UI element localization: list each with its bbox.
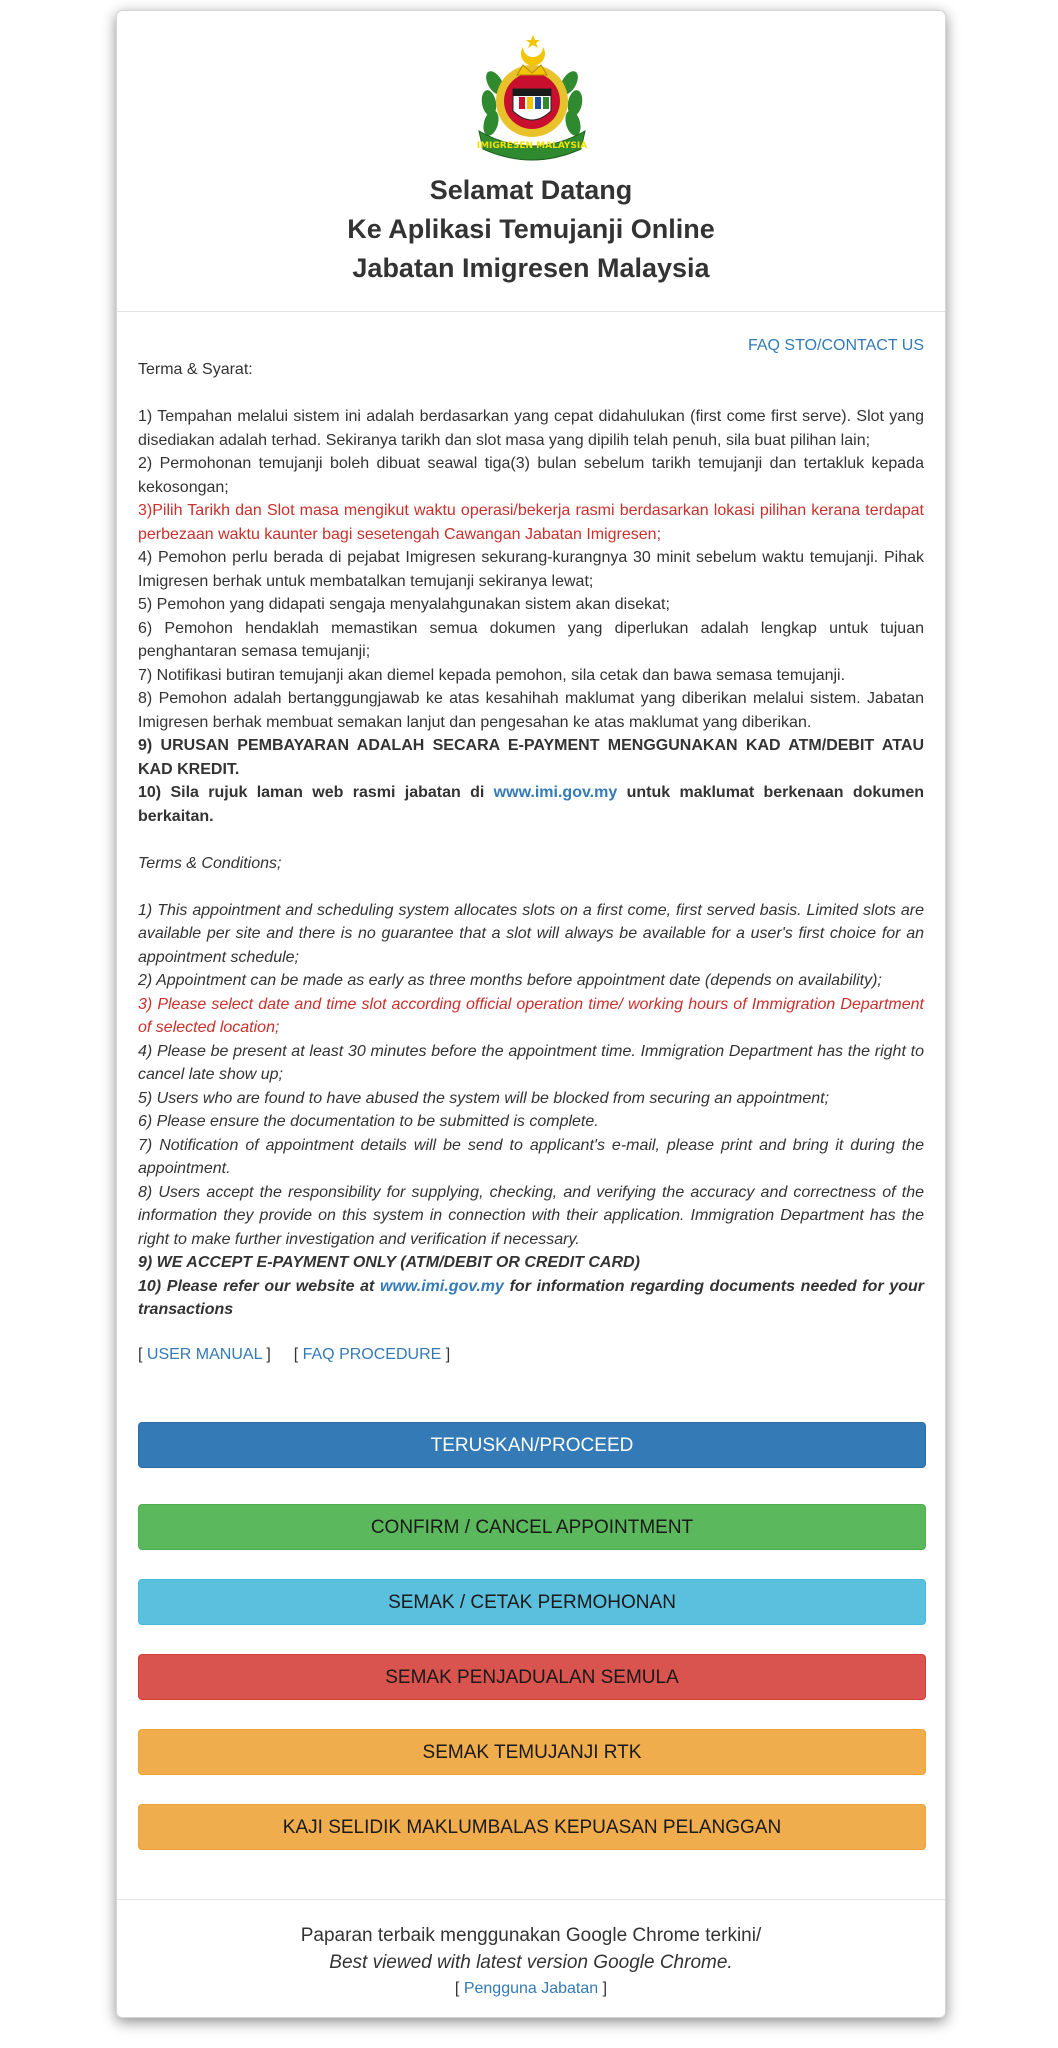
proceed-button[interactable]: TERUSKAN/PROCEED [138, 1422, 926, 1468]
terms-ms-item-5: 5) Pemohon yang didapati sengaja menyalahgunakan sistem akan disekat; [138, 596, 670, 613]
semak-rtk-button-wrap [138, 1729, 926, 1775]
terms-en-item-7: 7) Notification of appointment details will be send to applicant's e-mail, please print and bring it during the appointment. [138, 1136, 924, 1177]
header [117, 11, 945, 312]
terms-en-item-3: 3) Please select date and time slot according official operation time/ working hours of Immigration Department of selected location; [138, 995, 924, 1036]
open-bracket: [ [293, 1345, 299, 1363]
kaji-selidik-button[interactable]: KAJI SELIDIK MAKLUMBALAS KEPUASAN PELANGGAN [138, 1804, 926, 1850]
title-line-3: Jabatan Imigresen Malaysia [352, 253, 710, 283]
terms-ms-item-10-post: untuk maklumat berkenaan dokumen berkaitan. [138, 784, 924, 825]
imi-website-link-ms[interactable]: www.imi.gov.my [493, 784, 618, 801]
close-bracket: ] [602, 1980, 608, 1997]
terms-en-item-10-pre: 10) Please refer our website at [138, 1277, 381, 1295]
terms-en-item-5: 5) Users who are found to have abused the system will be blocked from securing an appointment; [138, 1089, 830, 1107]
semak-cetak-button-wrap [138, 1579, 926, 1625]
semak-penjadualan-button-wrap [138, 1654, 926, 1700]
confirm-cancel-appointment-button[interactable]: CONFIRM / CANCEL APPOINTMENT [138, 1504, 926, 1550]
terms-ms-item-7: 7) Notifikasi butiran temujanji akan diemel kepada pemohon, sila cetak dan bawa semasa temujanji. [138, 666, 846, 684]
pengguna-jabatan-link[interactable]: Pengguna Jabatan [463, 1980, 599, 1997]
footer-line-2: Best viewed with latest version Google Chrome. [329, 1952, 733, 1973]
user-manual-link[interactable]: USER MANUAL [146, 1345, 262, 1363]
pengguna-jabatan-row [117, 1976, 945, 2001]
footer-line-1: Paparan terbaik menggunakan Google Chrome terkini/ [300, 1925, 762, 1946]
footer [117, 1899, 945, 2001]
title-line-1: Selamat Datang [429, 175, 633, 205]
terms-en [138, 852, 924, 1322]
open-bracket: [ [454, 1980, 460, 1997]
terms-en-item-2: 2) Appointment can be made as early as three months before appointment date (depends on availability); [138, 972, 882, 989]
terms-ms-item-10-pre: 10) Sila rujuk laman web rasmi jabatan di [138, 784, 494, 801]
semak-temujanji-rtk-button[interactable]: SEMAK TEMUJANJI RTK [138, 1729, 926, 1775]
terms-en-item-8: 8) Users accept the responsibility for supplying, checking, and verifying the accuracy and correctness of the information they provide on this system in connection with their application. Immigration Department has the right to make further investigation and verification if necessary. [138, 1183, 924, 1248]
terms-ms-item-1: 1) Tempahan melalui sistem ini adalah berdasarkan yang cepat didahulukan (first come first serve). Slot yang disediakan adalah terhad. Sekiranya tarikh dan slot masa yang dipilih telah penuh, sila buat pilihan lain; [138, 408, 924, 449]
manual-links-row [138, 1343, 924, 1367]
terms-ms-heading: Terma & Syarat: [138, 361, 253, 378]
terms-en-item-4: 4) Please be present at least 30 minutes before the appointment time. Immigration Department has the right to cancel late show up; [138, 1042, 924, 1083]
semak-cetak-permohonan-button[interactable]: SEMAK / CETAK PERMOHONAN [138, 1579, 926, 1625]
open-bracket: [ [138, 1345, 143, 1363]
semak-penjadualan-semula-button[interactable]: SEMAK PENJADUALAN SEMULA [138, 1654, 926, 1700]
terms-en-item-9: 9) WE ACCEPT E-PAYMENT ONLY (ATM/DEBIT OR CREDIT CARD) [138, 1254, 640, 1271]
terms-ms-item-2: 2) Permohonan temujanji boleh dibuat seawal tiga(3) bulan sebelum tarikh temujanji dan tertakluk kepada kekosongan; [138, 455, 924, 496]
main-card [116, 10, 946, 2018]
title-line-2: Ke Aplikasi Temujanji Online [347, 214, 715, 244]
terms-ms-item-9: 9) URUSAN PEMBAYARAN ADALAH SECARA E-PAYMENT MENGGUNAKAN KAD ATM/DEBIT ATAU KAD KREDIT. [138, 737, 924, 778]
close-bracket: ] [266, 1345, 271, 1363]
terms-en-item-1: 1) This appointment and scheduling system allocates slots on a first come, first served basis. Limited slots are available per site and there is no guarantee that a slot will always be available for a user's first choice for an appointment schedule; [138, 901, 924, 966]
page-title [117, 171, 945, 288]
terms-ms-item-10 [138, 781, 924, 828]
imigresen-crest-logo [473, 33, 591, 161]
terms-en-item-10-post: for information regarding documents needed for your transactions [138, 1277, 924, 1318]
terms-en-item-10 [138, 1275, 924, 1322]
terms-ms-item-3: 3)Pilih Tarikh dan Slot masa mengikut waktu operasi/bekerja rasmi berdasarkan lokasi pilihan kerana terdapat perbezaan waktu kaunter bagi sesetengah Cawangan Jabatan Imigresen; [138, 502, 924, 543]
close-bracket: ] [445, 1345, 451, 1363]
faq-contact-link[interactable]: FAQ STO/CONTACT US [747, 337, 924, 354]
terms-ms [138, 312, 924, 852]
imi-website-link-en[interactable]: www.imi.gov.my [380, 1277, 504, 1295]
terms-en-heading: Terms & Conditions; [138, 854, 282, 872]
terms-body [117, 312, 945, 1366]
confirm-cancel-button-wrap [138, 1504, 926, 1550]
proceed-button-wrap [138, 1422, 926, 1468]
kaji-selidik-button-wrap [138, 1804, 926, 1850]
terms-ms-item-4: 4) Pemohon perlu berada di pejabat Imigresen sekurang-kurangnya 30 minit sebelum waktu temujanji. Pihak Imigresen berhak untuk membatalkan temujanji sekiranya lewat; [138, 549, 924, 590]
terms-ms-item-6: 6) Pemohon hendaklah memastikan semua dokumen yang diperlukan adalah lengkap untuk tujuan penghantaran semasa temujanji; [138, 619, 924, 660]
terms-ms-item-8: 8) Pemohon adalah bertanggungjawab ke atas kesahihah maklumat yang diberikan melalui sistem. Jabatan Imigresen berhak membuat semakan lanjut dan pengesahan ke atas maklumat yang diberikan. [138, 690, 924, 731]
faq-procedure-link[interactable]: FAQ PROCEDURE [302, 1345, 442, 1363]
logo-text: IMIGRESEN MALAYSIA [476, 141, 588, 151]
terms-en-item-6: 6) Please ensure the documentation to be submitted is complete. [138, 1113, 599, 1130]
